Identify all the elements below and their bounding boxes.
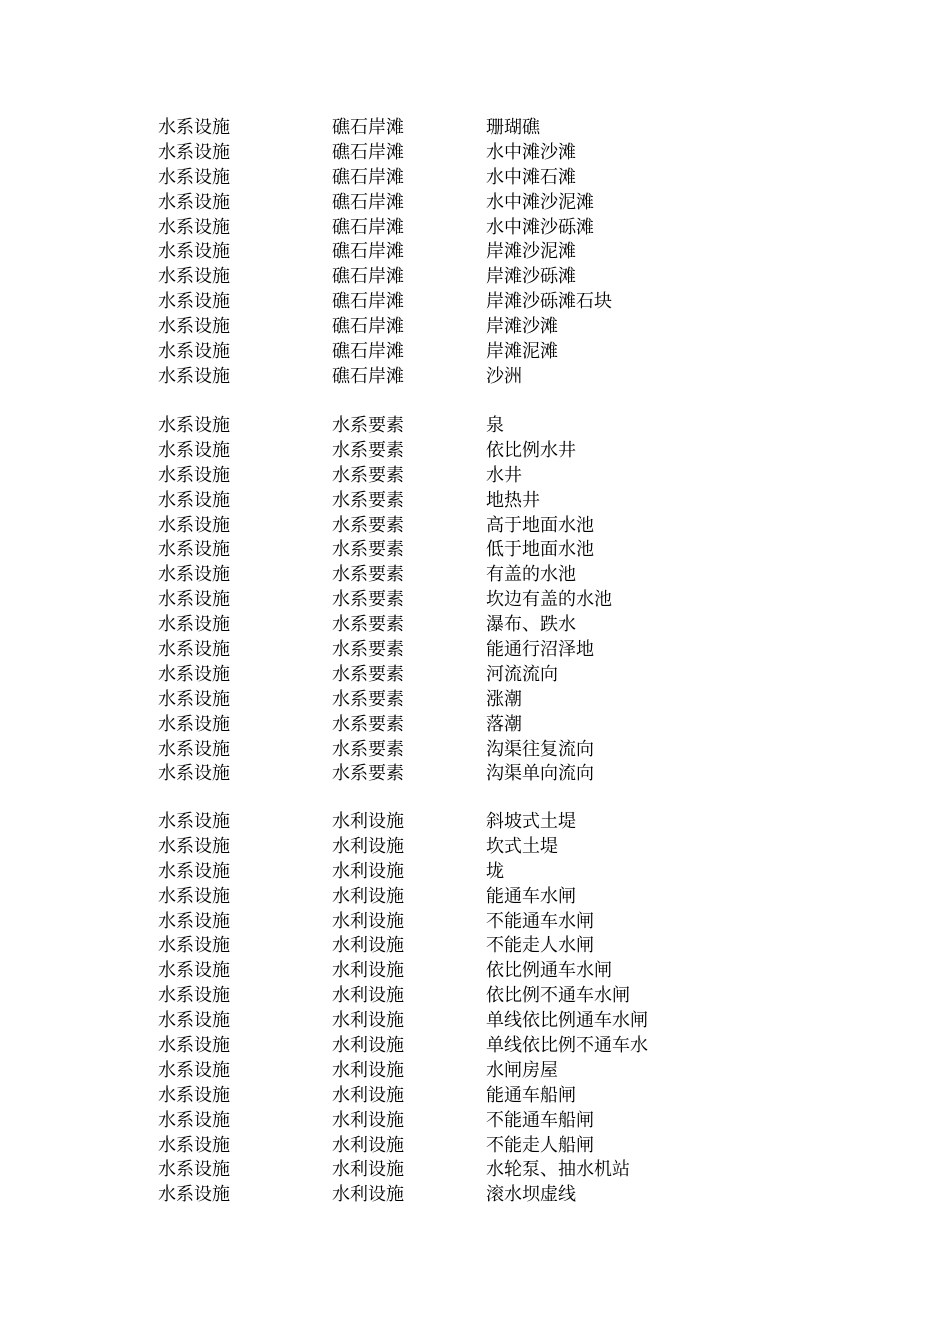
table-row bbox=[0, 514, 950, 539]
table-row bbox=[0, 810, 950, 835]
subcategory-cell: 礁石岸滩 bbox=[332, 191, 404, 213]
category-cell: 水系设施 bbox=[158, 663, 230, 685]
table-row bbox=[0, 315, 950, 340]
subcategory-cell: 水利设施 bbox=[332, 835, 404, 857]
category-cell: 水系设施 bbox=[158, 1059, 230, 1081]
table-row bbox=[0, 688, 950, 713]
item-cell: 沟渠往复流向 bbox=[486, 738, 594, 760]
category-cell: 水系设施 bbox=[158, 835, 230, 857]
category-cell: 水系设施 bbox=[158, 365, 230, 387]
subcategory-cell: 水系要素 bbox=[332, 663, 404, 685]
item-cell: 水中滩沙泥滩 bbox=[486, 191, 594, 213]
item-cell: 能通行沼泽地 bbox=[486, 639, 594, 661]
table-row bbox=[0, 934, 950, 959]
category-cell: 水系设施 bbox=[158, 341, 230, 363]
subcategory-cell: 水系要素 bbox=[332, 738, 404, 760]
category-cell: 水系设施 bbox=[158, 713, 230, 735]
table-row bbox=[0, 191, 950, 216]
category-cell: 水系设施 bbox=[158, 1010, 230, 1032]
subcategory-cell: 礁石岸滩 bbox=[332, 291, 404, 313]
item-cell: 不能走人船闸 bbox=[486, 1134, 594, 1156]
item-cell: 地热井 bbox=[486, 489, 540, 511]
subcategory-cell: 礁石岸滩 bbox=[332, 241, 404, 263]
item-cell: 涨潮 bbox=[486, 688, 522, 710]
item-cell: 低于地面水池 bbox=[486, 539, 594, 561]
table-row bbox=[0, 240, 950, 265]
item-cell: 坎边有盖的水池 bbox=[486, 589, 612, 611]
table-row bbox=[0, 216, 950, 241]
table-row bbox=[0, 738, 950, 763]
table-row bbox=[0, 414, 950, 439]
subcategory-cell: 水利设施 bbox=[332, 935, 404, 957]
category-cell: 水系设施 bbox=[158, 564, 230, 586]
table-row bbox=[0, 340, 950, 365]
table-row bbox=[0, 141, 950, 166]
table-row bbox=[0, 885, 950, 910]
table-row bbox=[0, 959, 950, 984]
category-cell: 水系设施 bbox=[158, 415, 230, 436]
subcategory-cell: 水系要素 bbox=[332, 713, 404, 735]
subcategory-cell: 水利设施 bbox=[332, 1109, 404, 1131]
subcategory-cell: 水利设施 bbox=[332, 1159, 404, 1181]
table-row bbox=[0, 1158, 950, 1183]
table-row bbox=[0, 166, 950, 191]
subcategory-cell: 水利设施 bbox=[332, 1059, 404, 1081]
table-section-water-conservancy bbox=[0, 810, 950, 1208]
category-cell: 水系设施 bbox=[158, 117, 230, 138]
item-cell: 不能通车船闸 bbox=[486, 1109, 594, 1131]
table-row bbox=[0, 984, 950, 1009]
table-row bbox=[0, 290, 950, 315]
category-cell: 水系设施 bbox=[158, 241, 230, 263]
item-cell: 水中滩沙砾滩 bbox=[486, 216, 594, 238]
category-cell: 水系设施 bbox=[158, 464, 230, 486]
category-cell: 水系设施 bbox=[158, 216, 230, 238]
table-row bbox=[0, 613, 950, 638]
table-row bbox=[0, 538, 950, 563]
subcategory-cell: 水系要素 bbox=[332, 763, 404, 785]
item-cell: 落潮 bbox=[486, 713, 522, 735]
item-cell: 斜坡式土堤 bbox=[486, 811, 576, 832]
item-cell: 岸滩沙砾滩石块 bbox=[486, 291, 612, 313]
table-row bbox=[0, 1034, 950, 1059]
item-cell: 单线依比例不通车水 bbox=[486, 1035, 648, 1057]
subcategory-cell: 水系要素 bbox=[332, 614, 404, 636]
item-cell: 珊瑚礁 bbox=[486, 117, 540, 138]
table-row bbox=[0, 1009, 950, 1034]
category-cell: 水系设施 bbox=[158, 935, 230, 957]
item-cell: 水中滩石滩 bbox=[486, 166, 576, 188]
subcategory-cell: 水利设施 bbox=[332, 811, 404, 832]
table-row bbox=[0, 762, 950, 787]
table-row bbox=[0, 116, 950, 141]
item-cell: 不能走人水闸 bbox=[486, 935, 594, 957]
category-cell: 水系设施 bbox=[158, 811, 230, 832]
table-row bbox=[0, 1183, 950, 1208]
subcategory-cell: 水利设施 bbox=[332, 985, 404, 1007]
table-row bbox=[0, 1084, 950, 1109]
category-cell: 水系设施 bbox=[158, 439, 230, 461]
item-cell: 依比例通车水闸 bbox=[486, 960, 612, 982]
table-row bbox=[0, 910, 950, 935]
category-cell: 水系设施 bbox=[158, 191, 230, 213]
subcategory-cell: 水系要素 bbox=[332, 464, 404, 486]
category-cell: 水系设施 bbox=[158, 166, 230, 188]
table-row bbox=[0, 464, 950, 489]
subcategory-cell: 水系要素 bbox=[332, 439, 404, 461]
table-row bbox=[0, 439, 950, 464]
subcategory-cell: 水系要素 bbox=[332, 539, 404, 561]
item-cell: 瀑布、跌水 bbox=[486, 614, 576, 636]
item-cell: 水轮泵、抽水机站 bbox=[486, 1159, 630, 1181]
category-cell: 水系设施 bbox=[158, 539, 230, 561]
item-cell: 不能通车水闸 bbox=[486, 910, 594, 932]
table-row bbox=[0, 265, 950, 290]
category-cell: 水系设施 bbox=[158, 860, 230, 882]
subcategory-cell: 水利设施 bbox=[332, 1184, 404, 1206]
item-cell: 能通车水闸 bbox=[486, 885, 576, 907]
subcategory-cell: 礁石岸滩 bbox=[332, 141, 404, 163]
item-cell: 岸滩沙滩 bbox=[486, 316, 558, 338]
subcategory-cell: 水系要素 bbox=[332, 415, 404, 436]
subcategory-cell: 礁石岸滩 bbox=[332, 166, 404, 188]
subcategory-cell: 水利设施 bbox=[332, 1084, 404, 1106]
table-section-reef-shoal bbox=[0, 116, 950, 390]
item-cell: 沟渠单向流向 bbox=[486, 763, 594, 785]
subcategory-cell: 水系要素 bbox=[332, 688, 404, 710]
category-cell: 水系设施 bbox=[158, 688, 230, 710]
item-cell: 泉 bbox=[486, 415, 504, 436]
subcategory-cell: 礁石岸滩 bbox=[332, 266, 404, 288]
subcategory-cell: 礁石岸滩 bbox=[332, 316, 404, 338]
item-cell: 依比例不通车水闸 bbox=[486, 985, 630, 1007]
category-cell: 水系设施 bbox=[158, 1184, 230, 1206]
item-cell: 高于地面水池 bbox=[486, 514, 594, 536]
item-cell: 沙洲 bbox=[486, 365, 522, 387]
category-cell: 水系设施 bbox=[158, 514, 230, 536]
category-cell: 水系设施 bbox=[158, 291, 230, 313]
category-cell: 水系设施 bbox=[158, 960, 230, 982]
subcategory-cell: 礁石岸滩 bbox=[332, 117, 404, 138]
category-cell: 水系设施 bbox=[158, 141, 230, 163]
table-row bbox=[0, 860, 950, 885]
item-cell: 水闸房屋 bbox=[486, 1059, 558, 1081]
subcategory-cell: 水利设施 bbox=[332, 885, 404, 907]
table-row bbox=[0, 638, 950, 663]
category-cell: 水系设施 bbox=[158, 316, 230, 338]
table-row bbox=[0, 365, 950, 390]
subcategory-cell: 水系要素 bbox=[332, 639, 404, 661]
item-cell: 单线依比例通车水闸 bbox=[486, 1010, 648, 1032]
subcategory-cell: 礁石岸滩 bbox=[332, 216, 404, 238]
category-cell: 水系设施 bbox=[158, 589, 230, 611]
table-row bbox=[0, 563, 950, 588]
category-cell: 水系设施 bbox=[158, 489, 230, 511]
item-cell: 河流流向 bbox=[486, 663, 558, 685]
item-cell: 有盖的水池 bbox=[486, 564, 576, 586]
category-cell: 水系设施 bbox=[158, 985, 230, 1007]
item-cell: 水中滩沙滩 bbox=[486, 141, 576, 163]
item-cell: 水井 bbox=[486, 464, 522, 486]
table-row bbox=[0, 1134, 950, 1159]
subcategory-cell: 水系要素 bbox=[332, 589, 404, 611]
subcategory-cell: 礁石岸滩 bbox=[332, 365, 404, 387]
category-cell: 水系设施 bbox=[158, 614, 230, 636]
subcategory-cell: 水利设施 bbox=[332, 960, 404, 982]
table-section-water-features bbox=[0, 414, 950, 787]
subcategory-cell: 水系要素 bbox=[332, 489, 404, 511]
category-cell: 水系设施 bbox=[158, 1159, 230, 1181]
item-cell: 滚水坝虚线 bbox=[486, 1184, 576, 1206]
category-cell: 水系设施 bbox=[158, 1084, 230, 1106]
table-row bbox=[0, 663, 950, 688]
subcategory-cell: 水利设施 bbox=[332, 1035, 404, 1057]
category-cell: 水系设施 bbox=[158, 639, 230, 661]
subcategory-cell: 水利设施 bbox=[332, 910, 404, 932]
item-cell: 垅 bbox=[486, 860, 504, 882]
category-cell: 水系设施 bbox=[158, 885, 230, 907]
table-row bbox=[0, 713, 950, 738]
subcategory-cell: 水利设施 bbox=[332, 1134, 404, 1156]
item-cell: 坎式土堤 bbox=[486, 835, 558, 857]
category-cell: 水系设施 bbox=[158, 763, 230, 785]
table-row bbox=[0, 1109, 950, 1134]
category-cell: 水系设施 bbox=[158, 1134, 230, 1156]
item-cell: 岸滩沙泥滩 bbox=[486, 241, 576, 263]
subcategory-cell: 水系要素 bbox=[332, 564, 404, 586]
category-cell: 水系设施 bbox=[158, 1035, 230, 1057]
subcategory-cell: 水系要素 bbox=[332, 514, 404, 536]
table-row bbox=[0, 588, 950, 613]
category-cell: 水系设施 bbox=[158, 266, 230, 288]
category-cell: 水系设施 bbox=[158, 738, 230, 760]
subcategory-cell: 礁石岸滩 bbox=[332, 341, 404, 363]
item-cell: 能通车船闸 bbox=[486, 1084, 576, 1106]
subcategory-cell: 水利设施 bbox=[332, 860, 404, 882]
table-row bbox=[0, 835, 950, 860]
item-cell: 依比例水井 bbox=[486, 439, 576, 461]
item-cell: 岸滩沙砾滩 bbox=[486, 266, 576, 288]
subcategory-cell: 水利设施 bbox=[332, 1010, 404, 1032]
table-row bbox=[0, 1059, 950, 1084]
table-row bbox=[0, 489, 950, 514]
item-cell: 岸滩泥滩 bbox=[486, 341, 558, 363]
category-cell: 水系设施 bbox=[158, 1109, 230, 1131]
category-cell: 水系设施 bbox=[158, 910, 230, 932]
